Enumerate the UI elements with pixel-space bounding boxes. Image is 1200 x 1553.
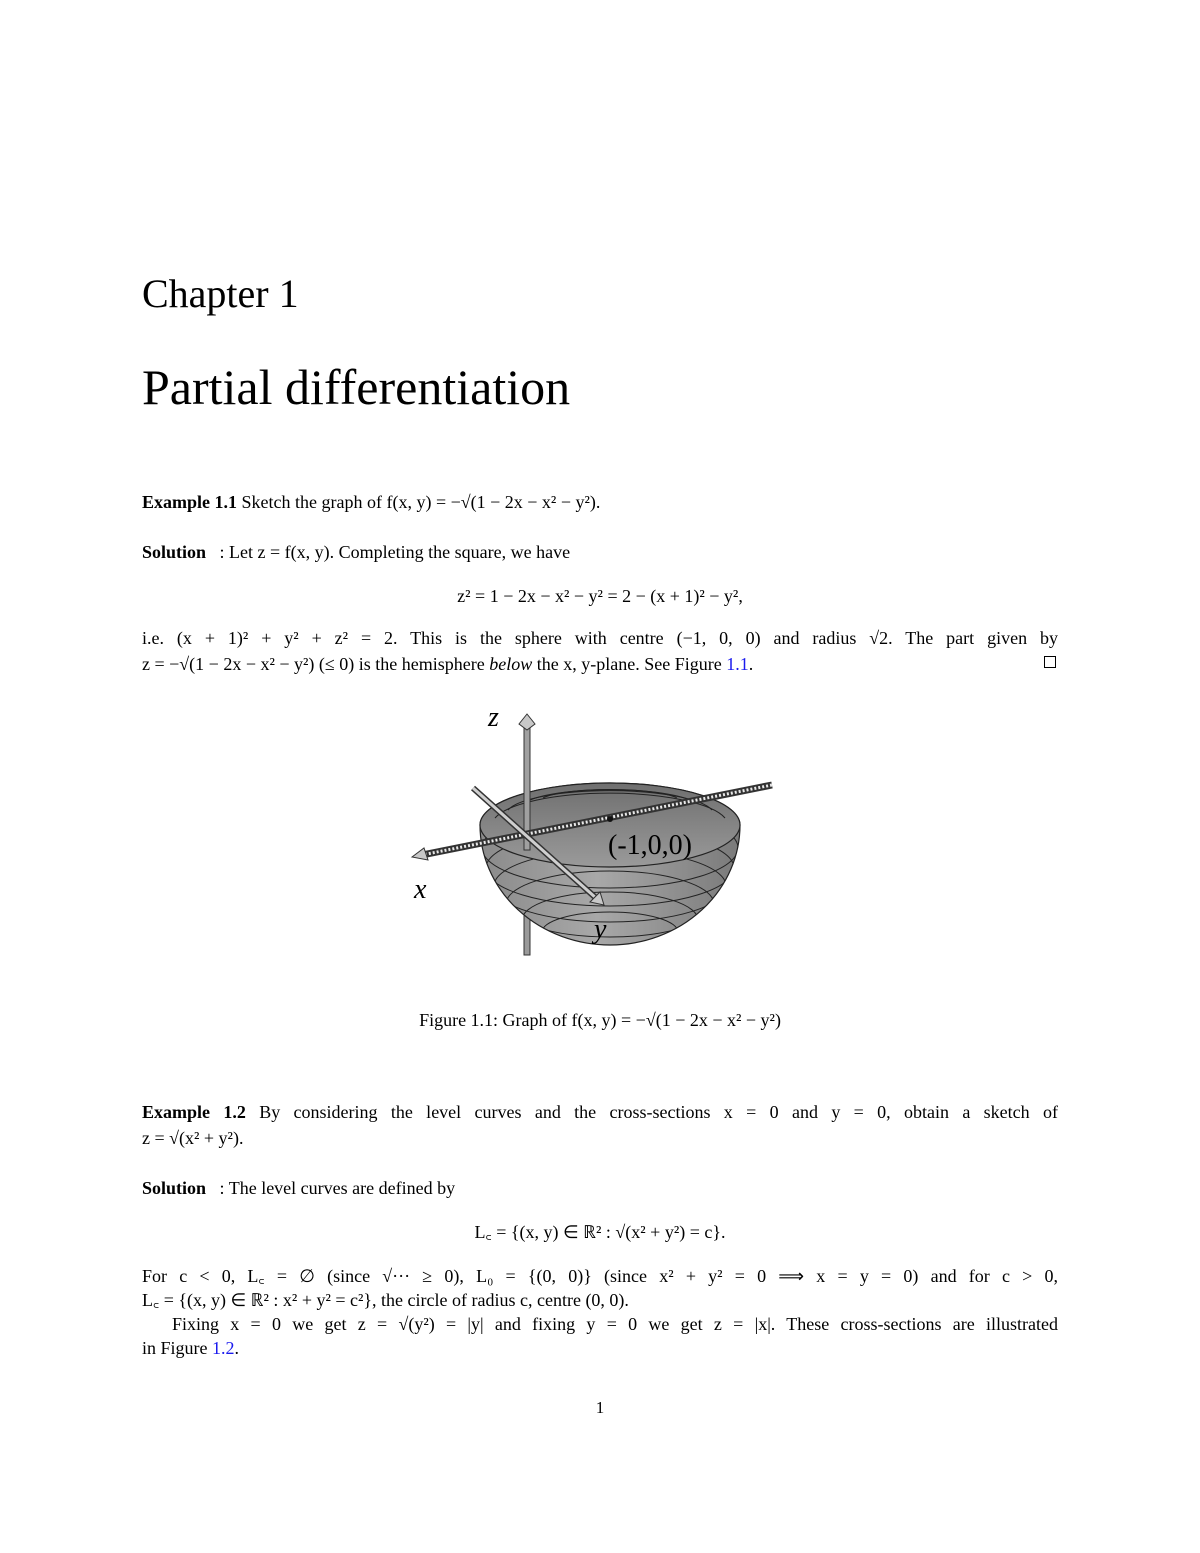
example-1-2 [142, 1100, 1058, 1124]
solution-label: Solution [142, 1178, 207, 1198]
example-heading: Example 1.1 [142, 492, 238, 512]
solution-label: Solution [142, 542, 207, 562]
paragraph-line: For c < 0, L꜀ = ∅ (since √··· ≥ 0), L₀ = {(0, 0)} (since x² + y² = 0 ⟹ x = y = 0) and for c > 0, [142, 1266, 1058, 1286]
example-statement-cont: z = √(x² + y²). [142, 1128, 244, 1148]
solution-1-2 [142, 1176, 455, 1200]
figure-caption: Figure 1.1: Graph of f(x, y) = −√(1 − 2x − x² − y²) [419, 1010, 781, 1030]
solution-line: i.e. (x + 1)² + y² + z² = 2. This is the sphere with centre (−1, 0, 0) and radius √2. The part given by [142, 628, 1058, 648]
solution-text: : The level curves are defined by [219, 1178, 456, 1198]
figure-link[interactable]: 1.1 [726, 654, 749, 674]
centre-label: (-1,0,0) [608, 830, 692, 861]
solution-line: z = −√(1 − 2x − x² − y²) (≤ 0) is the hemisphere below the x, y-plane. See Figure 1.1. [142, 654, 754, 674]
centre-point [607, 816, 613, 822]
paragraph-line: L꜀ = {(x, y) ∈ ℝ² : x² + y² = c²}, the circle of radius c, centre (0, 0). [142, 1290, 629, 1310]
figure-link[interactable]: 1.2 [212, 1338, 235, 1358]
solution-text: : Let z = f(x, y). Completing the square, we have [219, 542, 571, 562]
chapter-label: Chapter 1 [142, 271, 299, 316]
hemisphere-figure [400, 700, 790, 965]
example-statement: By considering the level curves and the cross-sections x = 0 and y = 0, obtain a sketch of [259, 1102, 1058, 1122]
qed-icon [1044, 656, 1056, 668]
axis-label-z: z [488, 702, 499, 733]
display-equation: L꜀ = {(x, y) ∈ ℝ² : √(x² + y²) = c}. [474, 1222, 726, 1242]
emphasis-below: below [489, 654, 533, 674]
paragraph-line: in Figure 1.2. [142, 1338, 239, 1358]
example-1-1 [142, 490, 600, 514]
display-equation: z² = 1 − 2x − x² − y² = 2 − (x + 1)² − y², [457, 586, 743, 606]
chapter-title: Partial differentiation [142, 359, 571, 415]
page-number: 1 [595, 1398, 605, 1417]
solution-1-1 [142, 540, 570, 564]
axis-label-x: x [414, 874, 427, 905]
z-axis-arrowhead-icon [519, 714, 535, 730]
example-heading: Example 1.2 [142, 1102, 246, 1122]
axis-label-y: y [594, 914, 607, 945]
x-axis-arrowhead-icon [412, 848, 428, 860]
example-statement: Sketch the graph of f(x, y) = −√(1 − 2x − x² − y²). [241, 492, 601, 512]
paragraph-line: Fixing x = 0 we get z = √(y²) = |y| and fixing y = 0 we get z = |x|. These cross-sections are illustrated [172, 1314, 1058, 1334]
